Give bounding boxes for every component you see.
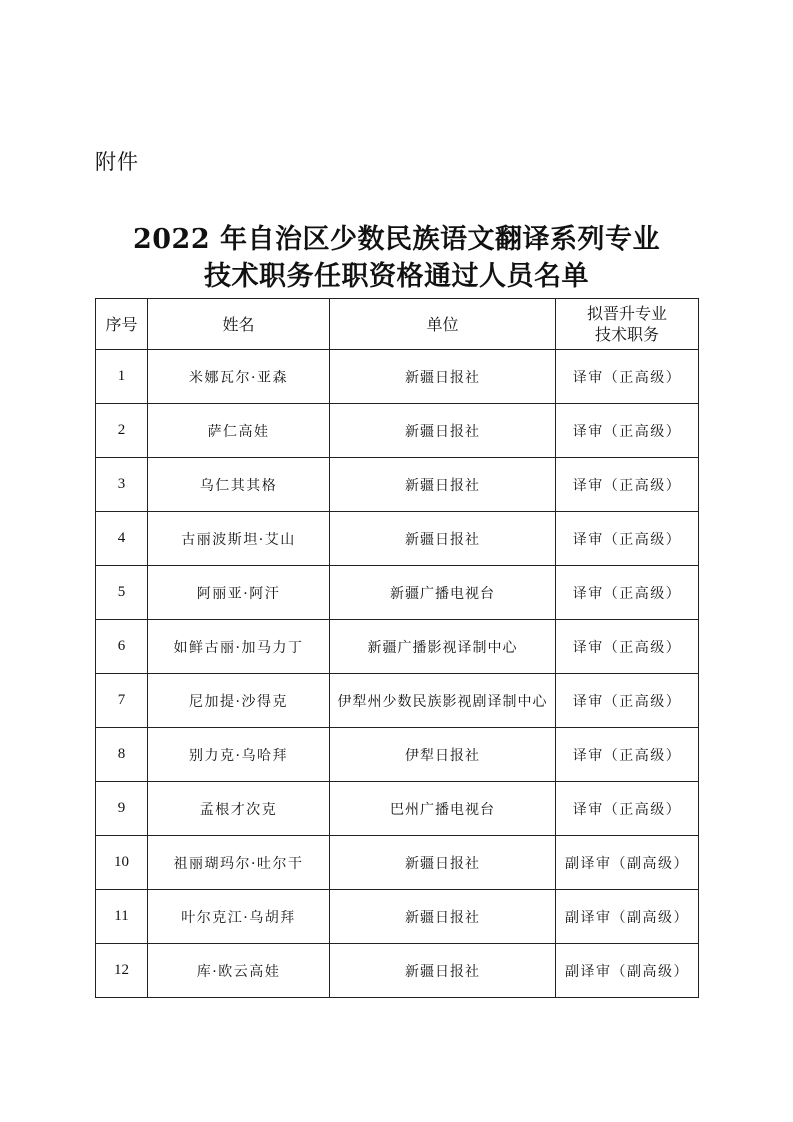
cell-name: 库·欧云高娃 [148, 944, 330, 998]
cell-seq: 11 [96, 890, 148, 944]
cell-title: 译审（正高级） [556, 728, 699, 782]
cell-unit: 新疆日报社 [330, 404, 556, 458]
document-title-line-1: 2022 年自治区少数民族语文翻译系列专业 [132, 224, 661, 255]
cell-unit: 新疆日报社 [330, 944, 556, 998]
document-title-line-2: 技术职务任职资格通过人员名单 [204, 261, 589, 292]
cell-seq: 4 [96, 512, 148, 566]
table-row [96, 728, 699, 782]
table-row [96, 782, 699, 836]
cell-unit: 新疆日报社 [330, 350, 556, 404]
cell-name: 尼加提·沙得克 [148, 674, 330, 728]
cell-unit: 新疆日报社 [330, 836, 556, 890]
cell-seq: 12 [96, 944, 148, 998]
cell-title: 译审（正高级） [556, 512, 699, 566]
cell-seq: 7 [96, 674, 148, 728]
cell-title: 副译审（副高级） [556, 944, 699, 998]
cell-unit: 巴州广播电视台 [330, 782, 556, 836]
cell-name: 萨仁高娃 [148, 404, 330, 458]
header-title-line-2: 技术职务 [594, 325, 659, 344]
cell-name: 阿丽亚·阿汗 [148, 566, 330, 620]
cell-unit: 新疆日报社 [330, 512, 556, 566]
table-row [96, 566, 699, 620]
cell-seq: 6 [96, 620, 148, 674]
personnel-table [95, 298, 699, 998]
cell-title: 译审（正高级） [556, 674, 699, 728]
header-unit: 单位 [330, 299, 556, 350]
table-row [96, 674, 699, 728]
cell-name: 如鲜古丽·加马力丁 [148, 620, 330, 674]
cell-seq: 10 [96, 836, 148, 890]
cell-unit: 伊犁日报社 [330, 728, 556, 782]
cell-unit: 伊犁州少数民族影视剧译制中心 [330, 674, 556, 728]
cell-title: 译审（正高级） [556, 404, 699, 458]
table-body [96, 350, 699, 998]
header-name: 姓名 [148, 299, 330, 350]
cell-seq: 8 [96, 728, 148, 782]
cell-title: 译审（正高级） [556, 350, 699, 404]
cell-seq: 3 [96, 458, 148, 512]
cell-name: 古丽波斯坦·艾山 [148, 512, 330, 566]
header-seq: 序号 [96, 299, 148, 350]
cell-name: 叶尔克江·乌胡拜 [148, 890, 330, 944]
table-row [96, 620, 699, 674]
table-row [96, 350, 699, 404]
cell-unit: 新疆广播电视台 [330, 566, 556, 620]
cell-title: 译审（正高级） [556, 782, 699, 836]
table-row [96, 512, 699, 566]
table-row [96, 890, 699, 944]
table-row [96, 404, 699, 458]
cell-name: 别力克·乌哈拜 [148, 728, 330, 782]
cell-unit: 新疆日报社 [330, 458, 556, 512]
cell-name: 米娜瓦尔·亚森 [148, 350, 330, 404]
cell-seq: 1 [96, 350, 148, 404]
cell-title: 副译审（副高级） [556, 890, 699, 944]
cell-name: 祖丽瑚玛尔·吐尔干 [148, 836, 330, 890]
table-header-row [96, 299, 699, 350]
table-row [96, 458, 699, 512]
cell-seq: 2 [96, 404, 148, 458]
cell-title: 译审（正高级） [556, 620, 699, 674]
cell-title: 副译审（副高级） [556, 836, 699, 890]
cell-seq: 9 [96, 782, 148, 836]
cell-title: 译审（正高级） [556, 458, 699, 512]
cell-name: 孟根才次克 [148, 782, 330, 836]
table-row [96, 836, 699, 890]
cell-seq: 5 [96, 566, 148, 620]
header-title-line-1: 拟晋升专业 [586, 304, 667, 323]
cell-name: 乌仁其其格 [148, 458, 330, 512]
cell-unit: 新疆广播影视译制中心 [330, 620, 556, 674]
table-row [96, 944, 699, 998]
cell-title: 译审（正高级） [556, 566, 699, 620]
cell-unit: 新疆日报社 [330, 890, 556, 944]
attachment-label: 附件 [95, 150, 139, 174]
header-title [556, 299, 699, 350]
